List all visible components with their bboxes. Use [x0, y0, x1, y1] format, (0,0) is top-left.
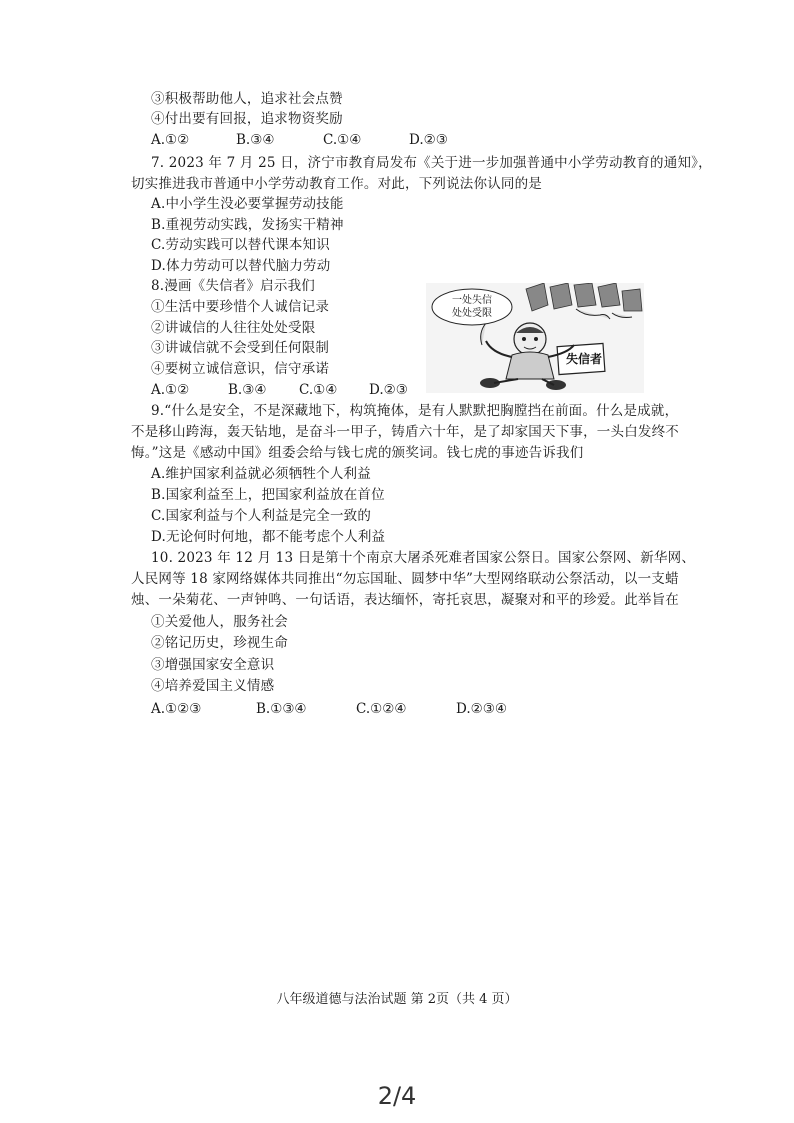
q8-stem: 8.漫画《失信者》启示我们 [151, 278, 315, 294]
q6-choice-d: D.②③ [409, 132, 448, 148]
q9-stem-line-3: 悔。”这是《感动中国》组委会给与钱七虎的颁奖词。钱七虎的事迹告诉我们 [131, 445, 584, 461]
q7-option-c: C.劳动实践可以替代课本知识 [151, 237, 330, 253]
q8-choice-d: D.②③ [369, 382, 408, 398]
q10-stem-line-3: 烛、一朵菊花、一声钟鸣、一句话语，表达缅怀，寄托哀思，凝聚对和平的珍爱。此举旨在 [131, 592, 679, 608]
q6-option-3: ③积极帮助他人，追求社会点赞 [151, 91, 343, 107]
q10-choice-c: C.①②④ [356, 701, 407, 717]
q7-stem-line-1: 7. 2023 年 7 月 25 日，济宁市教育局发布《关于进一步加强普通中小学劳动教育的通知》， [151, 155, 712, 171]
q8-item-3: ③讲诚信就不会受到任何限制 [151, 340, 330, 356]
cartoon-sign-text: 失信者 [566, 352, 603, 366]
q7-option-a: A.中小学生没必要掌握劳动技能 [151, 196, 344, 212]
q10-choice-b: B.①③④ [256, 701, 307, 717]
cartoon-bubble-line-2: 处处受限 [452, 308, 492, 319]
cartoon-dishonest-person [426, 283, 644, 393]
q8-choice-a: A.①② [151, 382, 190, 398]
q10-item-4: ④培养爱国主义情感 [151, 678, 275, 694]
page-footer: 八年级道德与法治试题 第 2页（共 4 页） [276, 992, 518, 1007]
q7-option-d: D.体力劳动可以替代脑力劳动 [151, 258, 331, 274]
q10-item-2: ②铭记历史，珍视生命 [151, 635, 288, 651]
q8-choice-b: B.③④ [228, 382, 267, 398]
q8-item-2: ②讲诚信的人往往处处受限 [151, 320, 316, 336]
q10-stem-line-2: 人民网等 18 家网络媒体共同推出“勿忘国耻、圆梦中华”大型网络联动公祭活动，以一支蜡 [131, 571, 679, 587]
q9-option-b: B.国家利益至上，把国家利益放在首位 [151, 487, 385, 503]
page-indicator: 2/4 [377, 1082, 417, 1110]
q9-stem-line-1: 9.“什么是安全，不是深藏地下，构筑掩体，是有人默默把胸膛挡在前面。什么是成就， [151, 403, 679, 419]
q9-option-c: C.国家利益与个人利益是完全一致的 [151, 508, 372, 524]
q10-choice-a: A.①②③ [151, 701, 202, 717]
q8-item-4: ④要树立诚信意识，信守承诺 [151, 361, 330, 377]
q10-choice-d: D.②③④ [456, 701, 507, 717]
q6-option-4: ④付出要有回报，追求物资奖励 [151, 111, 343, 127]
q9-stem-line-2: 不是移山跨海，轰天钻地，是奋斗一甲子，铸盾六十年，是了却家国天下事，一头白发终不 [131, 424, 679, 440]
q6-choice-c: C.①④ [323, 132, 362, 148]
q8-choice-c: C.①④ [299, 382, 338, 398]
q9-option-a: A.维护国家利益就必须牺牲个人利益 [151, 466, 371, 482]
q6-choice-a: A.①② [151, 132, 190, 148]
q7-option-b: B.重视劳动实践，发扬实干精神 [151, 217, 344, 233]
cartoon-bubble-line-1: 一处失信 [452, 295, 492, 306]
q8-item-1: ①生活中要珍惜个人诚信记录 [151, 299, 330, 315]
q10-item-1: ①关爱他人，服务社会 [151, 614, 288, 630]
q7-stem-line-2: 切实推进我市普通中小学劳动教育工作。对此，下列说法你认同的是 [131, 176, 542, 192]
q6-choice-b: B.③④ [236, 132, 275, 148]
q10-item-3: ③增强国家安全意识 [151, 657, 275, 673]
q10-stem-line-1: 10. 2023 年 12 月 13 日是第十个南京大屠杀死难者国家公祭日。国家公祭网、新华网、 [151, 550, 696, 566]
q9-option-d: D.无论何时何地，都不能考虑个人利益 [151, 529, 386, 545]
